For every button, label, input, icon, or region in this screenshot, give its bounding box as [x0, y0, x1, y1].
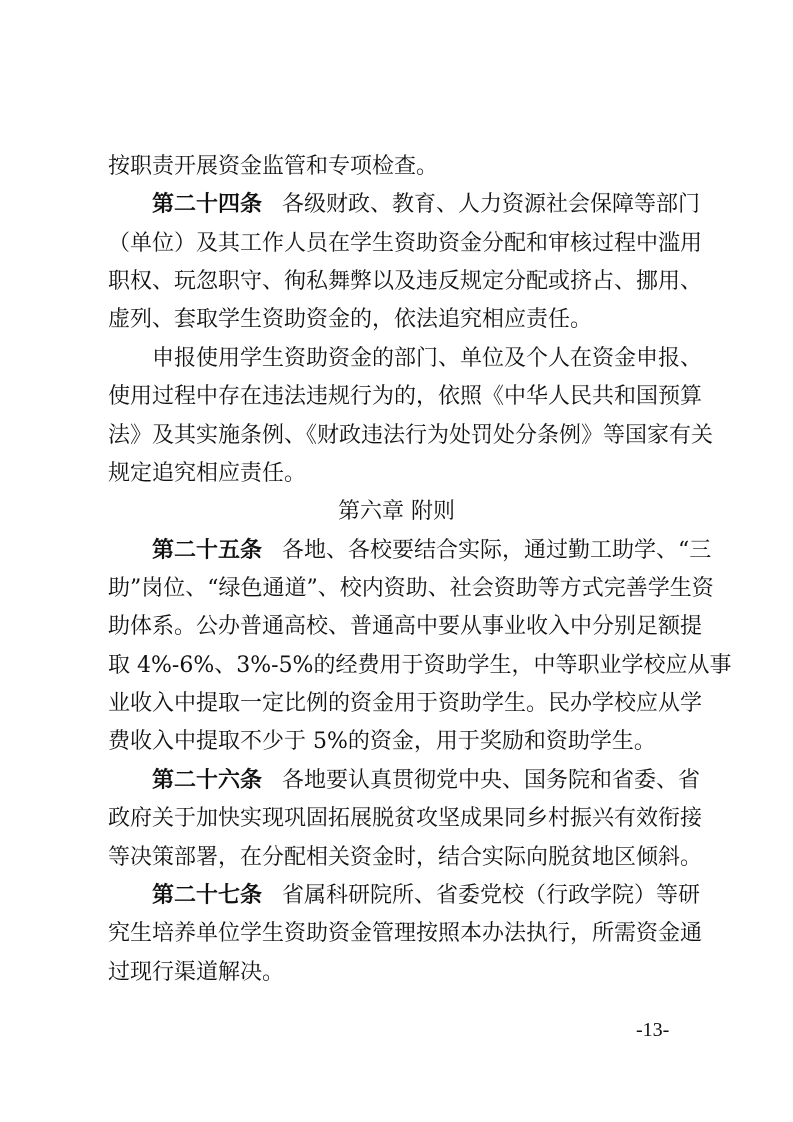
body-line: 虚列、套取学生资助资金的，依法追究相应责任。: [108, 307, 593, 332]
body-line: （单位）及其工作人员在学生资助资金分配和审核过程中滥用: [108, 231, 703, 256]
article-25: [108, 536, 712, 566]
body-line: 按职责开展资金监管和专项检查。: [108, 154, 439, 179]
body-line: 取 4%-6%、3%-5%的经费用于资助学生，中等职业学校应从事: [108, 653, 732, 678]
body-line: 究生培养单位学生资助资金管理按照本办法执行，所需资金通: [108, 921, 703, 946]
body-line: 使用过程中存在违法违规行为的，依照《中华人民共和国预算: [108, 384, 703, 409]
body-line: 过现行渠道解决。: [108, 960, 285, 985]
body-line: 申报使用学生资助资金的部门、单位及个人在资金申报、: [152, 346, 703, 371]
article-text: 省属科研院所、省委党校（行政学院）等研: [282, 883, 701, 908]
article-title: 第二十五条: [152, 538, 263, 563]
article-title: 第二十四条: [152, 192, 263, 217]
body-line: 助”岗位、“绿色通道”、校内资助、社会资助等方式完善学生资: [108, 576, 714, 601]
body-line: 法》及其实施条例、《财政违法行为处罚处分条例》等国家有关: [108, 423, 714, 448]
article-title: 第二十七条: [152, 883, 263, 908]
body-line: 职权、玩忽职守、徇私舞弊以及违反规定分配或挤占、挪用、: [108, 269, 703, 294]
article-text: 各地要认真贯彻党中央、国务院和省委、省: [282, 768, 701, 793]
article-26: [108, 766, 708, 796]
chapter-heading: 第六章 附则: [338, 499, 455, 524]
article-title: 第二十六条: [152, 768, 263, 793]
body-line: 规定追究相应责任。: [108, 461, 307, 486]
article-24: [108, 190, 708, 220]
body-line: 助体系。公办普通高校、普通高中要从事业收入中分别足额提: [108, 614, 703, 639]
article-text: 各地、各校要结合实际，通过勤工助学、“三: [282, 538, 712, 563]
page-number: -13-: [636, 1019, 670, 1041]
body-line: 业收入中提取一定比例的资金用于资助学生。民办学校应从学: [108, 691, 703, 716]
body-line: 等决策部署，在分配相关资金时，结合实际向脱贫地区倾斜。: [108, 845, 703, 870]
article-27: [108, 881, 708, 911]
body-line: 费收入中提取不少于 5%的资金，用于奖励和资助学生。: [108, 729, 656, 754]
article-text: 各级财政、教育、人力资源社会保障等部门: [282, 192, 701, 217]
body-line: 政府关于加快实现巩固拓展脱贫攻坚成果同乡村振兴有效衔接: [108, 806, 703, 831]
